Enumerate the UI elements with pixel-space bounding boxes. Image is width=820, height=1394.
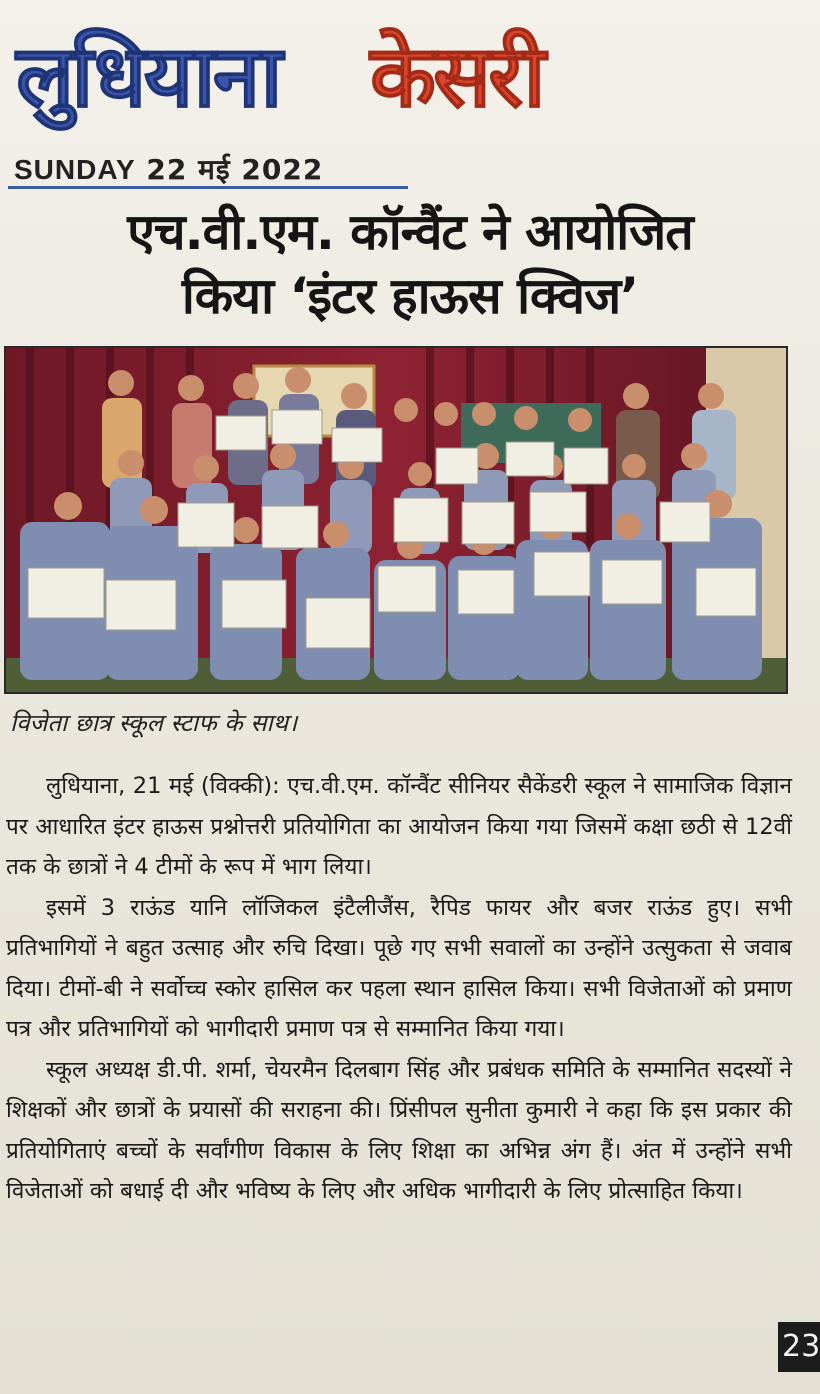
article-paragraph-1: लुधियाना, 21 मई (विक्की): एच.वी.एम. कॉन्वैंट सीनियर सैकेंडरी स्कूल ने सामाजिक विज्ञान पर आधारित इंटर हाऊस प्रश्नोत्तरी प्रतियोगिता का आयोजन किया गया जिसमें कक्षा छठी से 12वीं तक के छात्रों ने 4 टीमों के रूप में भाग लिया। <box>6 773 792 880</box>
masthead-part1: लुधियाना <box>16 27 280 127</box>
dateline-rule <box>8 186 408 189</box>
group-photo-illustration <box>6 348 786 692</box>
dateline-day: SUNDAY <box>14 154 136 185</box>
photo-caption: विजेता छात्र स्कूल स्टाफ के साथ। <box>10 709 298 737</box>
masthead-part2: केसरी <box>370 27 543 127</box>
group-photo <box>4 346 788 694</box>
dateline-date: 22 मई 2022 <box>146 153 324 186</box>
masthead-logo <box>10 18 640 136</box>
page-number: 23 <box>778 1322 820 1372</box>
headline-line-1: एच.वी.एम. कॉन्वैंट ने आयोजित <box>127 203 693 261</box>
article-paragraph-3: स्कूल अध्यक्ष डी.पी. शर्मा, चेयरमैन दिलबाग सिंह और प्रबंधक समिति के सम्मानित सदस्यों ने शिक्षकों और छात्रों के प्रयासों की सराहना की। प्रिंसीपल सुनीता कुमारी ने कहा कि इस प्रकार की प्रतियोगिताएं बच्चों के सर्वांगीण विकास के लिए शिक्षा का अभिन्न अंग हैं। अंत में उन्होंने सभी विजेताओं को बधाई दी और भविष्य के लिए और अधिक भागीदारी के लिए प्रोत्साहित किया। <box>6 1056 792 1204</box>
article-paragraph-2: इसमें 3 राऊंड यानि लॉजिकल इंटैलीजैंस, रैपिड फायर और बजर राऊंड हुए। सभी प्रतिभागियों ने बहुत उत्साह और रुचि दिखा। पूछे गए सभी सवालों का उन्होंने उत्सुकता से जवाब दिया। टीमों-बी ने सर्वोच्च स्कोर हासिल कर पहला स्थान हासिल किया। सभी विजेताओं को प्रमाण पत्र और प्रतिभागियों को भागीदारी प्रमाण पत्र से सम्मानित किया गया। <box>6 894 792 1042</box>
headline <box>0 200 820 328</box>
dateline <box>14 150 323 188</box>
article-body <box>6 766 792 1212</box>
headline-line-2: किया ‘इंटर हाऊस क्विज’ <box>181 267 639 325</box>
